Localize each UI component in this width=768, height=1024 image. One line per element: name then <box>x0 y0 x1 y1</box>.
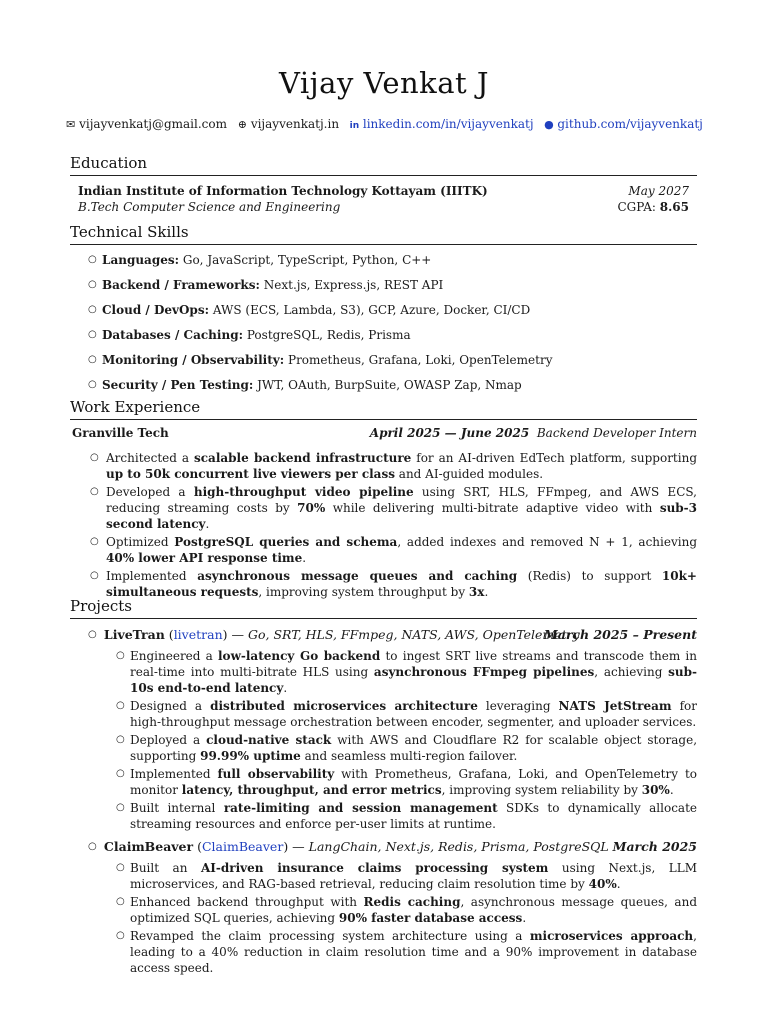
projects-section <box>70 597 697 978</box>
contact-github[interactable]: ● github.com/vijayvenkatj <box>544 117 703 131</box>
bullet-icon: ○ <box>116 802 125 813</box>
globe-icon: ⊕ <box>237 118 247 131</box>
skills-title: Technical Skills <box>70 223 697 245</box>
envelope-icon: ✉ <box>65 118 76 131</box>
bullet-item: ○ Designed a distributed microservices architecture leveraging NATS JetStream for high-throughput message orchestration between encoder, segmenter, and uploader services. <box>116 699 697 729</box>
project-link[interactable]: ClaimBeaver <box>201 839 284 854</box>
bullet-item: ○ Implemented full observability with Prometheus, Grafana, Loki, and OpenTelemetry to monitor latency, throughput, and error metrics, improving system reliability by 30%. <box>116 767 697 797</box>
bullet-icon: ○ <box>116 650 125 661</box>
contact-email[interactable]: ✉ vijayvenkatj@gmail.com <box>65 117 227 131</box>
skill-item: ○ Databases / Caching: PostgreSQL, Redis, Prisma <box>88 328 411 342</box>
institution: Indian Institute of Information Technology Kottayam (IIITK) <box>78 184 488 198</box>
project-livetran-header: ○ LiveTran (livetran) — Go, SRT, HLS, FFmpeg, NATS, AWS, OpenTelemetry March 2025 – Present <box>88 627 697 642</box>
bullet-item: ○ Revamped the claim processing system architecture using a microservices approach, leading to a 40% reduction in claim resolution time and a 90% improvement in database access speed. <box>116 929 697 975</box>
projects-title: Projects <box>70 597 697 619</box>
education-title: Education <box>70 154 697 176</box>
bullet-item: ○ Built an AI-driven insurance claims processing system using Next.js, LLM microservices, and RAG-based retrieval, reducing claim resolution time by 40%. <box>116 861 697 891</box>
bullet-icon: ○ <box>90 452 99 463</box>
bullet-icon: ○ <box>116 862 125 873</box>
experience-meta: April 2025 — June 2025 Backend Developer Intern <box>369 426 697 440</box>
contact-bar <box>0 117 768 131</box>
project-claimbeaver-bullets <box>70 860 697 976</box>
bullet-item: ○ Deployed a cloud-native stack with AWS and Cloudflare R2 for scalable object storage, supporting 99.99% uptime and seamless multi-region failover. <box>116 733 698 763</box>
project-claimbeaver-header: ○ ClaimBeaver (ClaimBeaver) — LangChain, Next.js, Redis, Prisma, PostgreSQL March 2025 <box>88 839 697 854</box>
bullet-icon: ○ <box>90 570 99 581</box>
experience-section <box>70 398 697 602</box>
cgpa: CGPA: 8.65 <box>617 200 689 214</box>
education-date: May 2027 <box>628 184 689 198</box>
bullet-icon: ○ <box>116 700 125 711</box>
contact-website[interactable]: ⊕ vijayvenkatj.in <box>237 117 340 131</box>
bullet-item: ○ Optimized PostgreSQL queries and schema, added indexes and removed N + 1, achieving 40% lower API response time. <box>90 535 698 565</box>
bullet-item: ○ Enhanced backend throughput with Redis caching, asynchronous message queues, and optimized SQL queries, achieving 90% faster database access. <box>116 895 697 925</box>
github-icon: ● <box>544 118 554 131</box>
bullet-item: ○ Developed a high-throughput video pipeline using SRT, HLS, FFmpeg, and AWS ECS, reducing streaming costs by 70% while delivering multi-bitrate adaptive video with sub-3 second latency. <box>90 485 698 531</box>
experience-title: Work Experience <box>70 398 697 420</box>
bullet-icon: ○ <box>90 536 99 547</box>
bullet-item: ○ Engineered a low-latency Go backend to ingest SRT live streams and transcode them in real-time into multi-bitrate HLS using asynchronous FFmpeg pipelines, achieving sub-10s end-to-end latency. <box>116 649 697 695</box>
education-section <box>70 154 697 215</box>
bullet-icon: ○ <box>90 486 99 497</box>
bullet-item: ○ Architected a scalable backend infrastructure for an AI-driven EdTech platform, supporting up to 50k concurrent live viewers per class and AI-guided modules. <box>90 451 697 481</box>
project-livetran-bullets <box>70 648 697 832</box>
skills-section <box>70 223 697 402</box>
bullet-icon: ○ <box>116 768 125 779</box>
company-name: Granville Tech <box>72 426 169 440</box>
skill-item: ○ Languages: Go, JavaScript, TypeScript, Python, C++ <box>88 253 432 267</box>
project-link[interactable]: livetran <box>173 627 223 642</box>
bullet-icon: ○ <box>116 734 125 745</box>
bullet-icon: ○ <box>116 896 125 907</box>
experience-bullets <box>70 450 697 600</box>
skill-item: ○ Cloud / DevOps: AWS (ECS, Lambda, S3), GCP, Azure, Docker, CI/CD <box>88 303 531 317</box>
skill-item: ○ Monitoring / Observability: Prometheus, Grafana, Loki, OpenTelemetry <box>88 353 553 367</box>
bullet-icon: ○ <box>116 930 125 941</box>
candidate-name: Vijay Venkat J <box>278 66 490 100</box>
skill-item: ○ Security / Pen Testing: JWT, OAuth, BurpSuite, OWASP Zap, Nmap <box>88 378 522 392</box>
contact-linkedin[interactable]: in linkedin.com/in/vijayvenkatj <box>349 117 534 131</box>
bullet-item: ○ Implemented asynchronous message queues and caching (Redis) to support 10k+ simultaneous requests, improving system throughput by 3x. <box>90 569 697 599</box>
bullet-item: ○ Built internal rate-limiting and session management SDKs to dynamically allocate streaming resources and enforce per-user limits at runtime. <box>116 801 698 831</box>
linkedin-icon: in <box>349 121 360 131</box>
degree: B.Tech Computer Science and Engineering <box>78 200 341 214</box>
skill-item: ○ Backend / Frameworks: Next.js, Express.js, REST API <box>88 278 444 292</box>
